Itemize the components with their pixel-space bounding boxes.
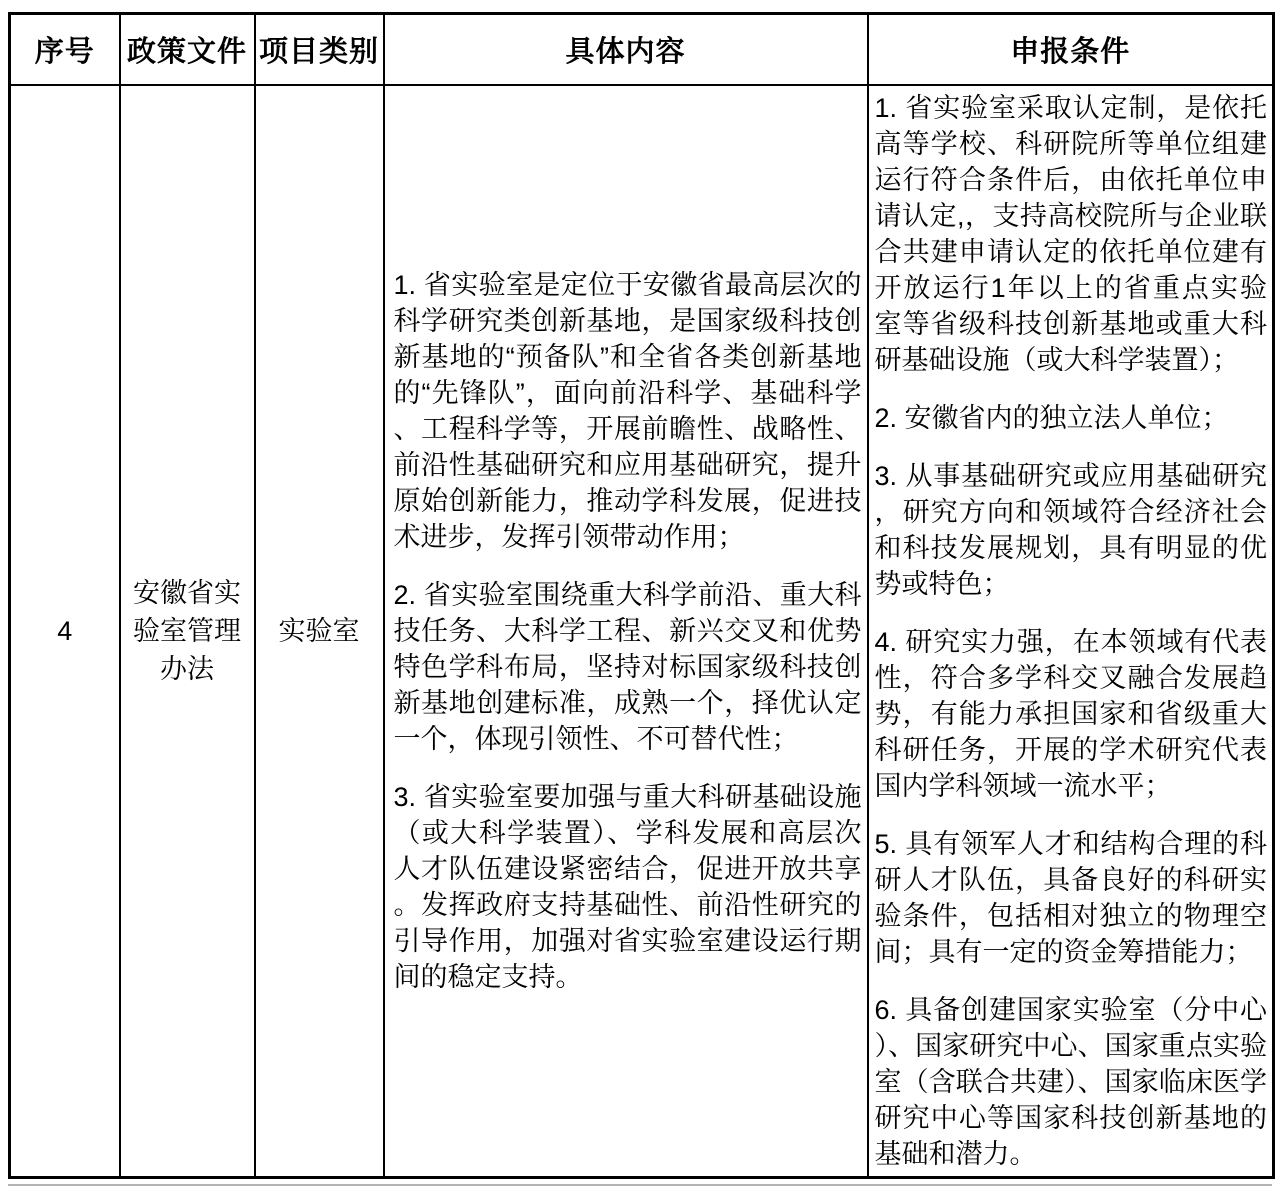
cell-specific-content: [384, 85, 868, 1178]
application-condition-paragraph-5: 5. 具有领军人才和结构合理的科研人才队伍，具备良好的科研实验条件，包括相对独立的物理空间；具有一定的资金筹措能力；: [874, 828, 1267, 967]
application-condition-paragraph-6: 6. 具备创建国家实验室（分中心）、国家研究中心、国家重点实验室（含联合共建）、国家临床医学研究中心等国家科技创新基地的基础和潜力。: [874, 994, 1267, 1169]
table-row: [10, 85, 1274, 1178]
application-condition-paragraph-3: 3. 从事基础研究或应用基础研究，研究方向和领域符合经济社会和科技发展规划，具有明显的优势或特色；: [874, 460, 1267, 599]
header-project-category: 项目类别: [255, 14, 384, 85]
application-condition-paragraph-1: 1. 省实验室采取认定制，是依托高等学校、科研院所等单位组建运行符合条件后，由依托单位申请认定,，支持高校院所与企业联合共建申请认定的依托单位建有开放运行1年以上的省重点实验室等省级科技创新基地或重大科研基础设施（或大科学装置）；: [874, 92, 1267, 375]
cell-serial-number: 4: [10, 85, 120, 1178]
policy-table: [8, 12, 1275, 1179]
cell-application-conditions: [868, 85, 1274, 1178]
specific-content-paragraph-1: 1. 省实验室是定位于安徽省最高层次的科学研究类创新基地，是国家级科技创新基地的“预备队”和全省各类创新基地的“先锋队”，面向前沿科学、基础科学、工程科学等，开展前瞻性、战略性、前沿性基础研究和应用基础研究，提升原始创新能力，推动学科发展，促进技术进步，发挥引领带动作用；: [393, 269, 862, 552]
application-condition-paragraph-4: 4. 研究实力强，在本领域有代表性，符合多学科交叉融合发展趋势，有能力承担国家和省级重大科研任务，开展的学术研究代表国内学科领域一流水平；: [874, 626, 1267, 801]
header-specific-content: 具体内容: [384, 14, 868, 85]
next-row-cut-line: [8, 1184, 1272, 1186]
specific-content-paragraph-2: 2. 省实验室围绕重大科学前沿、重大科技任务、大科学工程、新兴交叉和优势特色学科布局，坚持对标国家级科技创新基地创建标准，成熟一个，择优认定一个，体现引领性、不可替代性；: [393, 579, 862, 754]
header-row: [10, 14, 1274, 85]
header-policy-document: 政策文件: [120, 14, 255, 85]
cell-project-category: 实验室: [255, 85, 384, 1178]
header-application-conditions: 申报条件: [868, 14, 1274, 85]
cell-policy-document: 安徽省实验室管理办法: [120, 85, 255, 1178]
header-serial-number: 序号: [10, 14, 120, 85]
specific-content-paragraph-3: 3. 省实验室要加强与重大科研基础设施（或大科学装置）、学科发展和高层次人才队伍建设紧密结合，促进开放共享。发挥政府支持基础性、前沿性研究的引导作用，加强对省实验室建设运行期间的稳定支持。: [393, 781, 862, 992]
application-condition-paragraph-2: 2. 安徽省内的独立法人单位；: [874, 402, 1229, 433]
